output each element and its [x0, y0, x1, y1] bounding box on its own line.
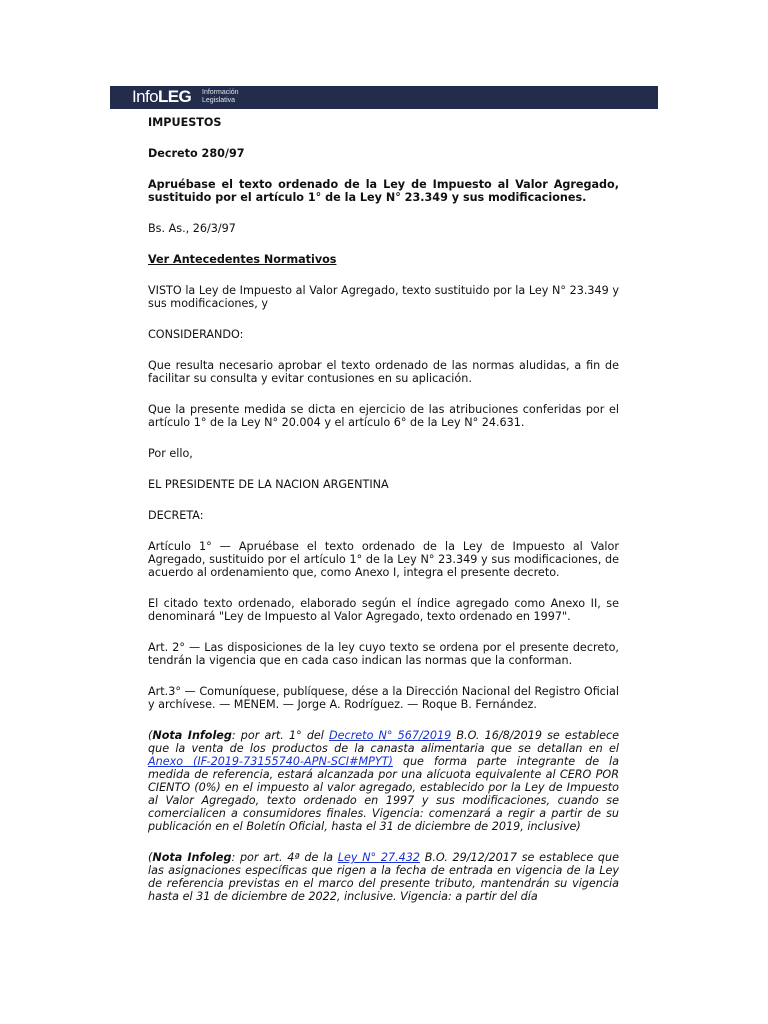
note-2-open-paren: ( [148, 851, 153, 864]
por-ello: Por ello, [148, 447, 193, 460]
ley-27432-link[interactable]: Ley N° 27.432 [337, 851, 420, 864]
considerando-heading: CONSIDERANDO: [148, 328, 244, 341]
decreto-567-2019-link[interactable]: Decreto N° 567/2019 [329, 729, 452, 742]
note-1-text-pre: : por art. 1° del [231, 729, 330, 742]
note-2-label: Nota Infoleg [152, 851, 232, 864]
note-1-label: Nota Infoleg [152, 729, 232, 742]
document-body [148, 116, 619, 921]
logo-subtitle [202, 89, 239, 105]
president-heading: EL PRESIDENTE DE LA NACION ARGENTINA [148, 478, 389, 491]
logo-subtitle-line-1: Información [202, 89, 239, 96]
note-2-text-pre: : por art. 4ª de la [231, 851, 338, 864]
anexo-if-2019-link[interactable]: Anexo (IF-2019-73155740-APN-SCI#MPYT) [148, 755, 393, 768]
article-1-annex: El citado texto ordenado, elaborado según el índice agregado como Anexo II, se denominará "Ley de Impuesto al Valor Agregado, texto ordenado en 1997". [148, 597, 619, 623]
place-date: Bs. As., 26/3/97 [148, 222, 236, 235]
considerando-paragraph-1: Que resulta necesario aprobar el texto ordenado de las normas aludidas, a fin de facilitar su consulta y evitar contusiones en su aplicación. [148, 359, 619, 385]
antecedents-link[interactable]: Ver Antecedentes Normativos [148, 253, 337, 266]
article-2: Art. 2° — Las disposiciones de la ley cuyo texto se ordena por el presente decreto, tendrán la vigencia que en cada caso indican las normas que la conforman. [148, 641, 619, 667]
logo-leg-text: LEG [157, 87, 192, 106]
infoleg-note-1 [148, 729, 619, 833]
note-2-text-rest: B.O. 29/12/2017 se establece que las asignaciones específicas que rigen a la fecha de entrada en vigencia de la Ley de referencia previstas en el marco del presente tributo, mantendrán su vigencia hasta el 31 de diciembre de 2022, inclusive. Vigencia: a partir del día [148, 851, 619, 903]
note-1-text-mid: B.O. 16/8/2019 se establece que la venta de los productos de la canasta alimentaria que se detallan en el [148, 729, 620, 755]
note-1-text-rest: que forma parte integrante de la medida de referencia, estará alcanzada por una alícuota equivalente al CERO POR CIENTO (0%) en el impuesto al valor agregado, establecido por la Ley de Impuesto al Valor Agregado, texto ordenado en 1997 y sus modificaciones, cuando se comercialicen a consumidores finales. Vigencia: comenzará a regir a partir de su publicación en el Boletín Oficial, hasta el 31 de diciembre de 2019, inclusive) [148, 755, 619, 833]
decree-summary: Apruébase el texto ordenado de la Ley de Impuesto al Valor Agregado, sustituido por el artículo 1° de la Ley N° 23.349 y sus modificaciones. [148, 178, 619, 204]
decree-number: Decreto 280/97 [148, 147, 245, 160]
section-title: IMPUESTOS [148, 116, 222, 129]
logo-subtitle-line-2: Legislativa [202, 97, 236, 104]
logo-info-text: Info [132, 87, 158, 106]
note-1-open-paren: ( [148, 729, 153, 742]
article-1: Artículo 1° — Apruébase el texto ordenado de la Ley de Impuesto al Valor Agregado, sustituido por el artículo 1° de la Ley N° 23.349 y sus modificaciones, de acuerdo al ordenamiento que, como Anexo I, integra el presente decreto. [148, 540, 619, 579]
infoleg-header-banner [110, 86, 658, 109]
considerando-paragraph-2: Que la presente medida se dicta en ejercicio de las atribuciones conferidas por el artículo 1° de la Ley N° 20.004 y el artículo 6° de la Ley N° 24.631. [148, 403, 619, 429]
visto-paragraph: VISTO la Ley de Impuesto al Valor Agregado, texto sustituido por la Ley N° 23.349 y sus modificaciones, y [148, 284, 619, 310]
decreta-heading: DECRETA: [148, 509, 204, 522]
infoleg-note-2 [148, 851, 619, 903]
infoleg-logo[interactable] [132, 87, 191, 107]
article-3: Art.3° — Comuníquese, publíquese, dése a la Dirección Nacional del Registro Oficial y archívese. — MENEM. — Jorge A. Rodríguez. — Roque B. Fernández. [148, 685, 619, 711]
